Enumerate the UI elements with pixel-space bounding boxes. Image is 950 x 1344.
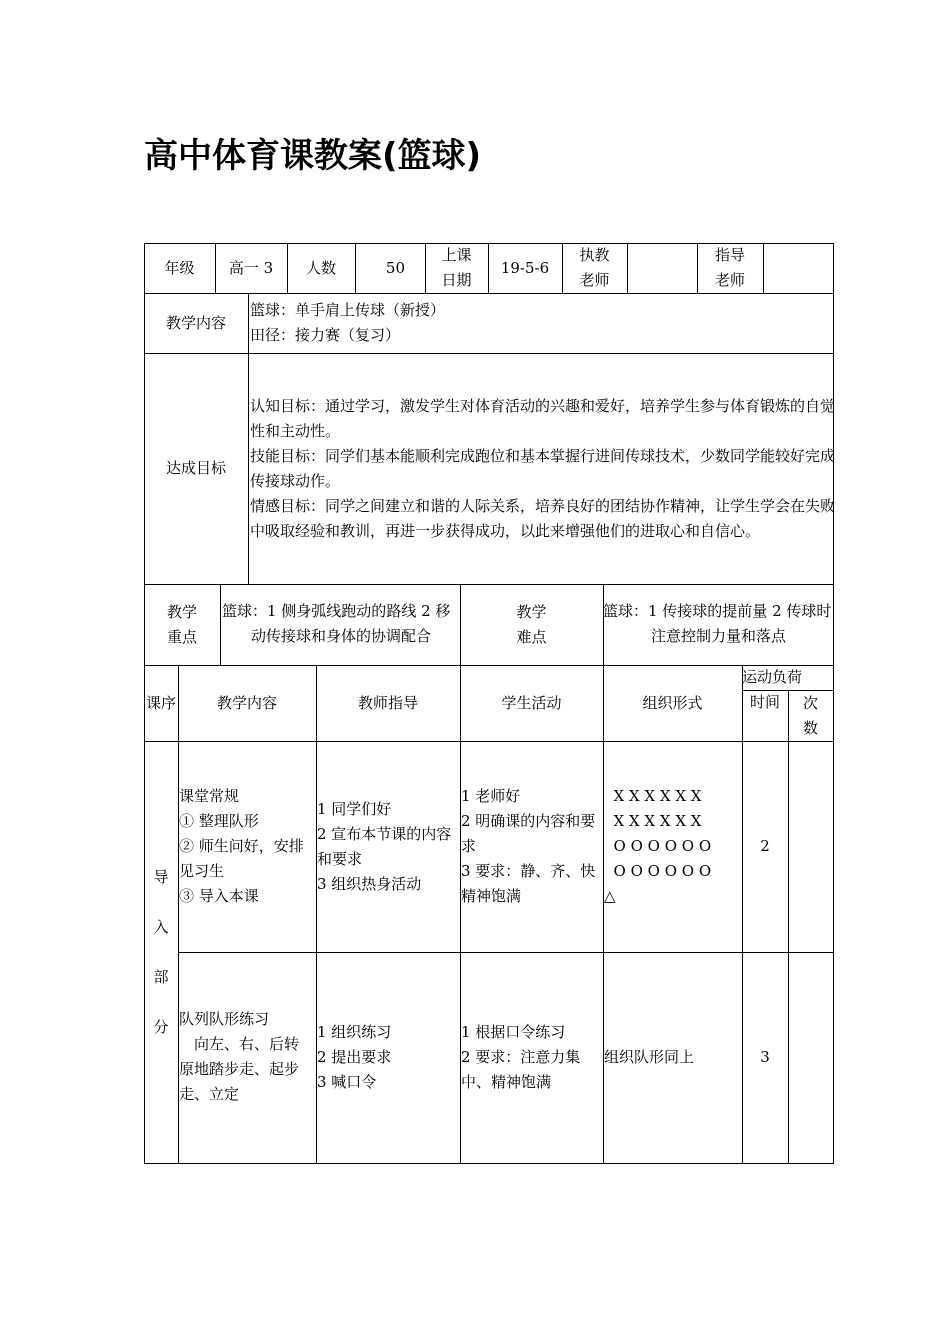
row2-time: 3: [760, 1048, 770, 1066]
goals-text: 认知目标：通过学习，激发学生对体育活动的兴趣和爱好，培养学生参与体育锻炼的自觉性和主动性。 技能目标：同学们基本能顺利完成跑位和基本掌握行进间传球技术，少数同学能较好完成传接球动作。 情感目标：同学之间建立和谐的人际关系，培养良好的团结协作精神，让学生学会在失败中吸取经验和教训，再进一步获得成功，以此来增强他们的进取心和自信心。: [250, 397, 836, 540]
col-form: 组织形式: [642, 693, 703, 712]
grade-value: 高一 3: [228, 258, 274, 277]
difficulty-line-2: 注意控制力量和落点: [650, 627, 786, 645]
date-value: 19-5-6: [500, 258, 550, 277]
page-title: 高中体育课教案(篮球): [144, 136, 482, 176]
teacher-value: [627, 243, 697, 293]
col-content: 教学内容: [216, 693, 277, 712]
mentor-label: 指导 老师: [714, 246, 745, 289]
row1-teacher: 1 同学们好 2 宣布本节课的内容和要求 3 组织热身活动: [317, 799, 452, 893]
count-value: 50: [385, 258, 405, 277]
row1-content: 课堂常规 ① 整理队形 ② 师生问好，安排见习生 ③ 导入本课: [179, 787, 304, 905]
row2-formation: 组织队形同上: [604, 1048, 695, 1066]
row1-time: 2: [760, 837, 770, 855]
date-label: 上课 日期: [441, 246, 472, 289]
col-student: 学生活动: [501, 693, 562, 712]
teacher-label: 执教 老师: [579, 246, 610, 289]
count-label: 人数: [305, 258, 336, 277]
row2-content: [179, 1007, 316, 1117]
difficulty-label: 教学 难点: [516, 602, 547, 646]
mentor-value: [763, 243, 833, 293]
row1-count: [788, 741, 833, 952]
key-points-line-2: 动传接球和身体的协调配合: [250, 627, 431, 645]
key-points-line-1: 篮球：1 侧身弧线跑动的路线 2 移: [222, 602, 451, 620]
section-label: 导 入 部 分: [153, 867, 169, 1036]
col-count: 次 数: [802, 693, 818, 737]
row2-student: 1 根据口令练习 2 要求：注意力集中、精神饱满: [461, 1023, 581, 1091]
row2-content-detail: 向左、右、后转 原地踏步走、起步走、立定: [179, 1035, 300, 1103]
row1-student: 1 老师好 2 明确课的内容和要求 3 要求：静、齐、快 精神饱满: [461, 787, 596, 905]
difficulty-text: [603, 599, 834, 659]
key-points-text: [222, 599, 460, 659]
grade-label: 年级: [164, 258, 195, 277]
difficulty-line-1: 篮球：1 传接球的提前量 2 传球时: [603, 602, 832, 620]
col-teacher: 教师指导: [357, 693, 418, 712]
row2-content-title: 队列队形练习: [179, 1010, 270, 1028]
row2-teacher: 1 组织练习 2 提出要求 3 喊口令: [317, 1023, 392, 1091]
row1-formation: X X X X X X X X X X X X O O O O O O O O O O O O △: [604, 787, 712, 905]
col-time: 时间: [749, 693, 780, 711]
key-points-label: 教学 重点: [166, 602, 197, 646]
content-text: 篮球：单手肩上传球（新授） 田径：接力赛（复习）: [250, 301, 446, 344]
row2-count: [788, 952, 833, 1163]
col-load: 运动负荷: [742, 668, 803, 686]
col-order: 课序: [145, 693, 176, 712]
goals-label: 达成目标: [165, 459, 226, 477]
content-label: 教学内容: [165, 313, 226, 332]
